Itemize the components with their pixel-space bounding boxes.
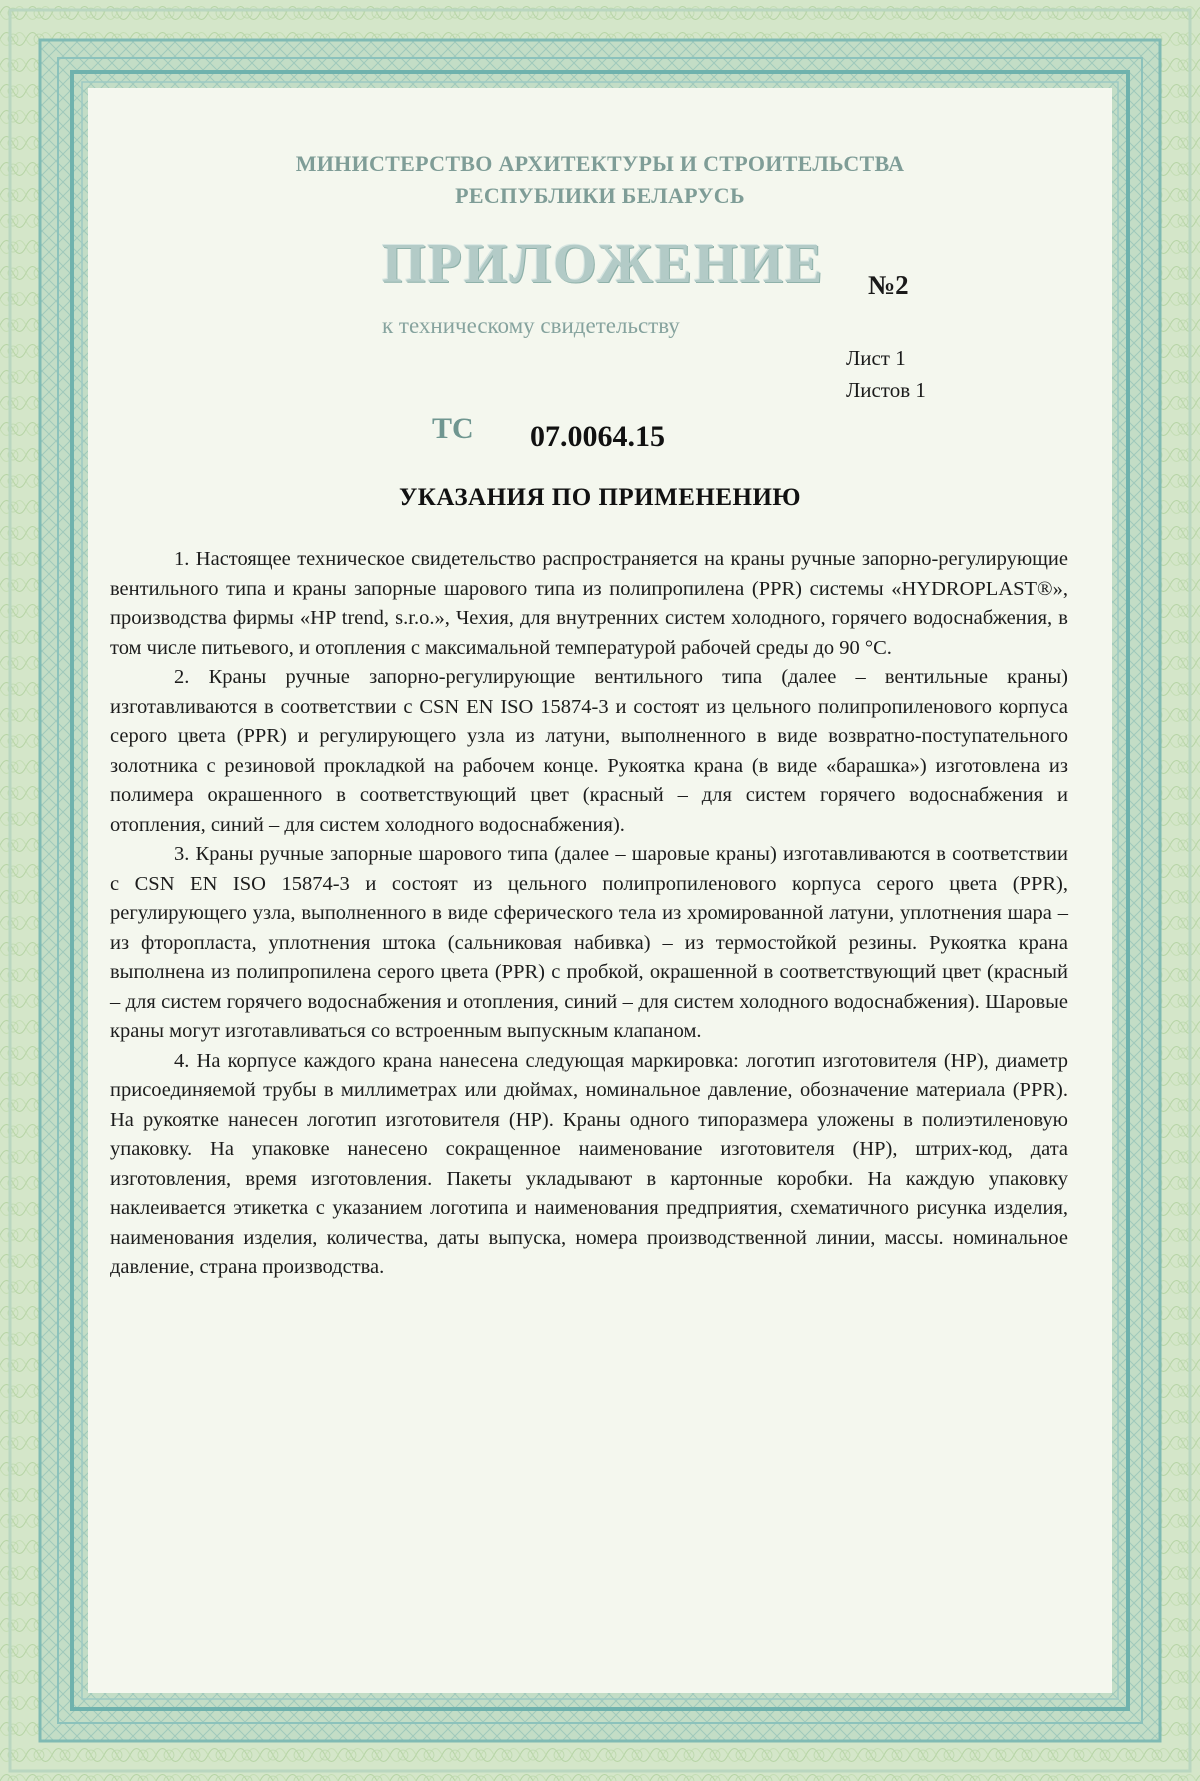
tc-number: 07.0064.15	[530, 420, 665, 453]
paragraph-2: 2. Краны ручные запорно-регулирующие вентильного типа (далее – вентильные краны) изготавливаются в соответствии с CSN EN ISO 15874-3 и состоят из цельного полипропиленового корпуса серого цвета (PPR) и регулирующего узла из латуни, выполненного в виде возвратно-поступательного золотника с резиновой прокладкой на рабочем конце. Рукоятка крана (в виде «барашка») изготовлена из полимера окрашенного в соответствующий цвет (красный – для систем горячего водоснабжения и отопления, синий – для систем холодного водоснабжения).	[110, 666, 1068, 836]
appendix-subtitle: к техническому свидетельству	[382, 313, 680, 338]
paragraph-1: 1. Настоящее техническое свидетельство распространяется на краны ручные запорно-регулирующие вентильного типа и краны запорные шарового типа из полипропилена (PPR) системы «HYDROPLAST®», производства фирмы «HP trend, s.r.o.», Чехия, для внутренних систем холодного, горячего водоснабжения, в том числе питьевого, и отопления с максимальной температурой рабочей среды до 90 °С.	[110, 548, 1068, 659]
ministry-line-2: РЕСПУБЛИКИ БЕЛАРУСЬ	[455, 183, 745, 208]
tc-label: ТС	[432, 412, 474, 445]
sheets-total: Листов 1	[846, 378, 926, 402]
appendix-number: №2	[868, 270, 909, 300]
sheet-info	[846, 342, 926, 406]
sheet-number: Лист 1	[846, 346, 906, 370]
document-heading: УКАЗАНИЯ ПО ПРИМЕНЕНИЮ	[398, 484, 802, 511]
ministry-line-1: МИНИСТЕРСТВО АРХИТЕКТУРЫ И СТРОИТЕЛЬСТВА	[295, 151, 905, 176]
ministry-name	[200, 148, 1000, 212]
document-body	[110, 545, 1068, 1283]
paragraph-4: 4. На корпусе каждого крана нанесена следующая маркировка: логотип изготовителя (HP), диаметр присоединяемой трубы в миллиметрах или дюймах, номинальное давление, обозначение материала (PPR). На рукоятке нанесен логотип изготовителя (HP). Краны одного типоразмера уложены в полиэтиленовую упаковку. На упаковке нанесено сокращенное наименование изготовителя (HP), штрих-код, дата изготовления, время изготовления. Пакеты укладывают в картонные коробки. На каждую упаковку наклеивается этикетка с указанием логотипа и наименования предприятия, схематичного рисунка изделия, наименования изделия, количества, даты выпуска, номера производственной линии, массы. номинальное давление, страна производства.	[110, 1049, 1068, 1278]
appendix-title: ПРИЛОЖЕНИЕ	[382, 233, 825, 295]
paragraph-3: 3. Краны ручные запорные шарового типа (далее – шаровые краны) изготавливаются в соответствии с CSN EN ISO 15874-3 и состоят из цельного полипропиленового корпуса серого цвета (PPR), регулирующего узла, выполненного в виде сферического тела из хромированной латуни, уплотнения шара – из фторопласта, уплотнения штока (сальниковая набивка) – из термостойкой резины. Рукоятка крана выполнена из полипропилена серого цвета (PPR) с пробкой, окрашенной в соответствующий цвет (красный – для систем горячего водоснабжения и отопления, синий – для систем холодного водоснабжения). Шаровые краны могут изготавливаться со встроенным выпускным клапаном.	[110, 843, 1068, 1042]
